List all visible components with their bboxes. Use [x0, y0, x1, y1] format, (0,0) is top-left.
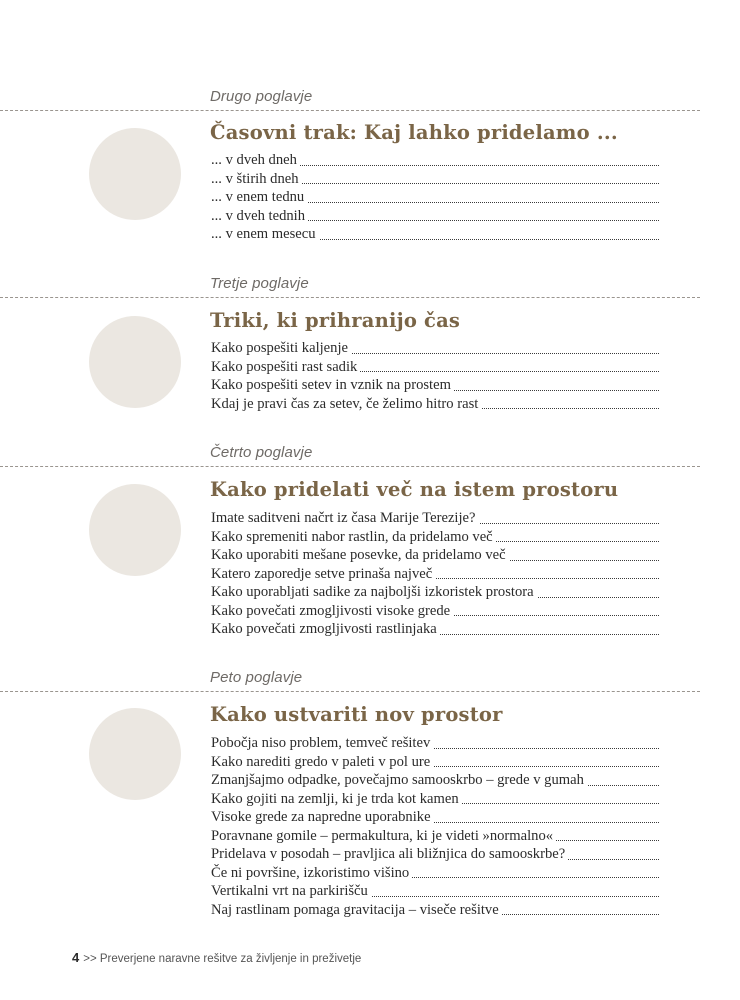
chapter-title: Kako ustvariti nov prostor — [210, 703, 503, 726]
toc-entry[interactable]: Pridelava v posodah – pravljica ali bližnjica do samooskrbe? — [211, 845, 659, 864]
chapter-title: Triki, ki prihranijo čas — [210, 309, 461, 332]
toc-entry[interactable]: Kako pospešiti setev in vznik na prostem — [211, 376, 659, 395]
chapter-label: Drugo poglavje — [210, 88, 313, 105]
toc-entry[interactable]: Poravnane gomile – permakultura, ki je videti »normalno« — [211, 827, 659, 846]
toc-entry[interactable]: Kako uporabiti mešane posevke, da pridelamo več — [211, 546, 659, 565]
toc-entry[interactable]: Kako povečati zmogljivosti rastlinjaka — [211, 620, 659, 639]
toc-entry[interactable]: Zmanjšajmo odpadke, povečajmo samooskrbo – grede v gumah — [211, 771, 659, 790]
toc-list — [211, 734, 659, 919]
chapter-label: Četrto poglavje — [210, 444, 313, 461]
toc-entry[interactable]: Kako povečati zmogljivosti visoke grede — [211, 602, 659, 621]
page-number: 4 — [72, 950, 80, 965]
toc-entry[interactable]: Katero zaporedje setve prinaša največ — [211, 565, 659, 584]
toc-entry[interactable]: Visoke grede za napredne uporabnike — [211, 808, 659, 827]
dashed-divider — [0, 297, 700, 298]
toc-entry[interactable]: Kako pospešiti rast sadik — [211, 358, 659, 377]
toc-entry[interactable]: ... v enem tednu — [211, 188, 659, 207]
footer-text: >> Preverjene naravne rešitve za življenje in preživetje — [83, 953, 362, 965]
dashed-divider — [0, 691, 700, 692]
toc-entry[interactable]: Če ni površine, izkoristimo višino — [211, 864, 659, 883]
toc-entry[interactable]: Kako spremeniti nabor rastlin, da pridelamo več — [211, 528, 659, 547]
toc-list — [211, 339, 659, 413]
toc-list — [211, 509, 659, 639]
toc-entry[interactable]: Kako narediti gredo v paleti v pol ure — [211, 753, 659, 772]
toc-entry[interactable]: Naj rastlinam pomaga gravitacija – viseče rešitve — [211, 901, 659, 920]
chapter-circle-image — [89, 128, 181, 220]
chapter-title: Časovni trak: Kaj lahko pridelamo ... — [210, 121, 618, 144]
chapter-circle-image — [89, 484, 181, 576]
dashed-divider — [0, 466, 700, 467]
toc-entry[interactable]: Kako uporabljati sadike za najboljši izkoristek prostora — [211, 583, 659, 602]
toc-entry[interactable]: Pobočja niso problem, temveč rešitev — [211, 734, 659, 753]
toc-entry[interactable]: ... v dveh dneh — [211, 151, 659, 170]
toc-entry[interactable]: Kdaj je pravi čas za setev, če želimo hitro rast — [211, 395, 659, 414]
chapter-circle-image — [89, 708, 181, 800]
page-footer — [72, 950, 361, 965]
toc-entry[interactable]: Imate saditveni načrt iz časa Marije Terezije? — [211, 509, 659, 528]
chapter-label: Peto poglavje — [210, 669, 303, 686]
toc-entry[interactable]: ... v enem mesecu — [211, 225, 659, 244]
toc-entry[interactable]: Kako pospešiti kaljenje — [211, 339, 659, 358]
toc-entry[interactable]: Kako gojiti na zemlji, ki je trda kot kamen — [211, 790, 659, 809]
toc-entry[interactable]: ... v štirih dneh — [211, 170, 659, 189]
chapter-label: Tretje poglavje — [210, 275, 309, 292]
chapter-circle-image — [89, 316, 181, 408]
toc-entry[interactable]: ... v dveh tednih — [211, 207, 659, 226]
dashed-divider — [0, 110, 700, 111]
toc-list — [211, 151, 659, 244]
chapter-title: Kako pridelati več na istem prostoru — [210, 478, 619, 501]
toc-entry[interactable]: Vertikalni vrt na parkirišču — [211, 882, 659, 901]
